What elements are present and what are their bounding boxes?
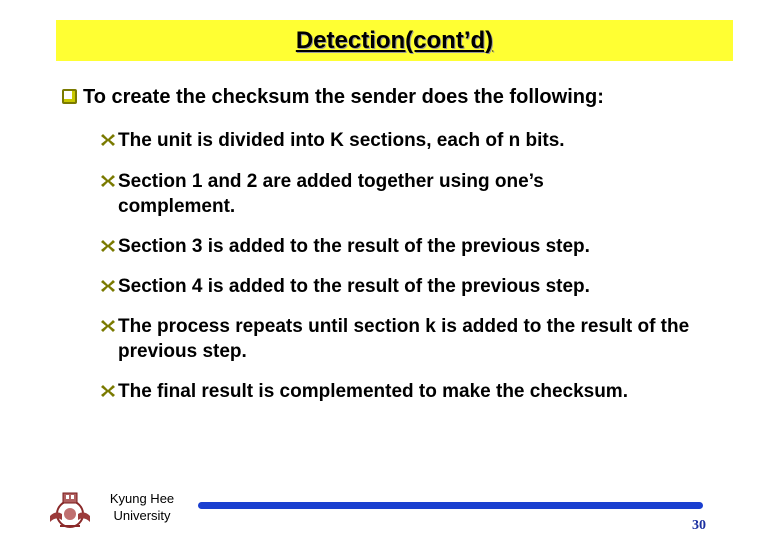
list-item <box>100 274 728 299</box>
step-text: The final result is complemented to make the checksum. <box>118 381 628 402</box>
step-text: The process repeats until section k is added to the result of the previous step. <box>118 316 690 362</box>
slide-title: Detection(cont’d) <box>295 26 494 54</box>
diamond-bullet-icon <box>100 174 116 188</box>
step-text: Section 4 is added to the result of the previous step. <box>118 276 590 297</box>
step-text: Section 1 and 2 are added together using one’s complement. <box>118 171 544 217</box>
step-text: Section 3 is added to the result of the previous step. <box>118 236 590 257</box>
box-bullet-icon <box>62 89 77 104</box>
list-item <box>100 169 628 219</box>
main-bullet-text: To create the checksum the sender does the following: <box>83 86 604 108</box>
list-item <box>100 234 728 259</box>
diamond-bullet-icon <box>100 319 116 333</box>
diamond-bullet-icon <box>100 133 116 147</box>
step-text: The unit is divided into K sections, each of n bits. <box>118 130 565 151</box>
list-item <box>100 128 728 153</box>
list-item <box>100 314 718 364</box>
page-number: 30 <box>692 518 706 533</box>
title-bar <box>56 20 733 61</box>
diamond-bullet-icon <box>100 239 116 253</box>
diamond-bullet-icon <box>100 279 116 293</box>
footer-divider <box>198 502 703 509</box>
list-item <box>100 379 728 404</box>
diamond-bullet-icon <box>100 384 116 398</box>
university-name: Kyung Hee University <box>109 491 175 523</box>
university-seal-icon <box>48 490 92 530</box>
main-bullet <box>62 86 604 109</box>
